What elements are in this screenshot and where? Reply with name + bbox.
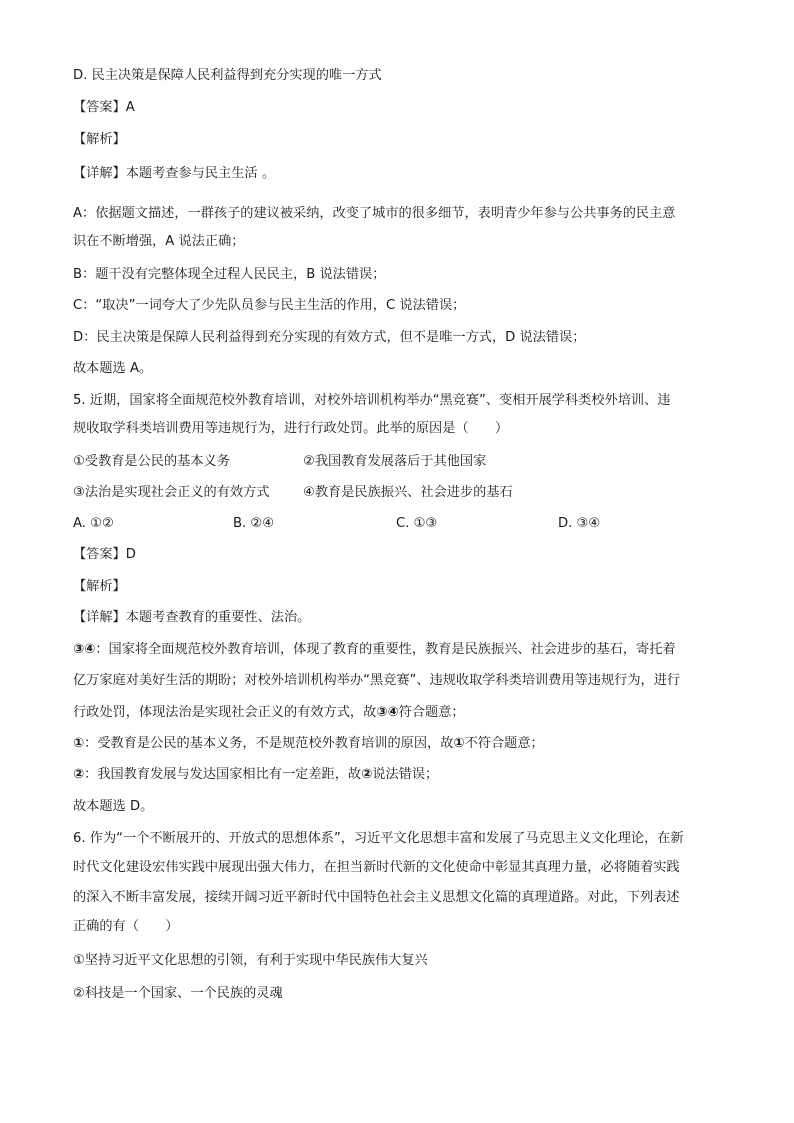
explanation-b: B：题干没有完整体现全过程人民民主，B 说法错误；	[73, 267, 386, 282]
detail-text: 【详解】本题考查参与民主生活 。	[73, 166, 276, 181]
explanation-d: D：民主决策是保障人民利益得到充分实现的有效方式，但不是唯一方式，D 说法错误；	[73, 330, 586, 345]
question5-explain-34-line1	[73, 640, 676, 660]
explain-text: 符合题意；	[398, 705, 465, 720]
explanation-c: C：“取决”一词夸大了少先队员参与民主生活的作用，C 说法错误；	[73, 298, 466, 313]
question6-statement-1: ①坚持习近平文化思想的引领，有利于实现中华民族伟大复兴	[73, 953, 428, 968]
statement-label: ③④	[73, 642, 96, 657]
explain-text: 说法错误；	[372, 767, 439, 782]
statement-label: ①	[73, 736, 85, 751]
question5-explain-2	[73, 765, 438, 785]
statement-label: ③④	[376, 705, 399, 720]
question5-stem-line2: 规收取学科类培训费用等违规行为，进行行政处罚。此举的原因是（ ）	[73, 421, 509, 436]
question5-statement-3: ③法治是实现社会正义的有效方式	[73, 485, 270, 500]
question5-detail: 【详解】本题考查教育的重要性、法治。	[73, 610, 311, 625]
question5-option-a: A. ①②	[73, 516, 114, 531]
statement-label: ②	[361, 767, 373, 782]
statement-label: ①	[453, 736, 465, 751]
question5-option-d: D. ③④	[558, 516, 601, 531]
question5-analysis: 【解析】	[73, 579, 126, 594]
explain-text: ：国家将全面规范校外教育培训，体现了教育的重要性，教育是民族振兴、社会进步的基石，寄托着	[95, 642, 676, 657]
question5-statement-1: ①受教育是公民的基本义务	[73, 454, 230, 469]
question6-statement-2: ②科技是一个国家、一个民族的灵魂	[73, 986, 283, 1001]
question6-stem-line4: 正确的有（ ）	[73, 919, 179, 934]
explanation-a-line1: A：依据题文描述，一群孩子的建议被采纳，改变了城市的很多细节，表明青少年参与公共事务的民主意	[73, 206, 676, 221]
analysis-label: 【解析】	[73, 132, 126, 147]
question6-stem-line1: 6. 作为“一个不断展开的、开放式的思想体系”，习近平文化思想丰富和发展了马克思主义文化理论，在新	[73, 831, 684, 846]
option-d-text: D. 民主决策是保障人民利益得到充分实现的唯一方式	[73, 68, 382, 83]
explain-text: ：受教育是公民的基本义务，不是规范校外教育培训的原因，故	[84, 736, 454, 751]
explanation-a-line2: 识在不断增强，A 说法正确；	[73, 234, 245, 249]
explain-text: ：我国教育发展与发达国家相比有一定差距，故	[84, 767, 362, 782]
question5-statement-2: ②我国教育发展落后于其他国家	[303, 454, 487, 469]
question5-explain-1	[73, 734, 544, 754]
question5-conclusion: 故本题选 D。	[73, 799, 154, 814]
question5-answer: 【答案】D	[73, 547, 136, 562]
explain-text: 不符合题意；	[464, 736, 544, 751]
question5-statement-4: ④教育是民族振兴、社会进步的基石	[303, 485, 513, 500]
question5-stem-line1: 5. 近期，国家将全面规范校外教育培训，对校外培训机构举办“黑竞赛”、变相开展学科类校外培训、违	[73, 393, 671, 408]
question5-explain-34-line2: 亿万家庭对美好生活的期盼；对校外培训机构举办“黑竞赛”、违规收取学科类培训费用等违规行为，进行	[73, 673, 681, 688]
question6-stem-line2: 时代文化建设宏伟实践中展现出强大伟力，在担当新时代新的文化使命中彰显其真理力量，必将随着实践	[73, 860, 680, 875]
question5-option-c: C. ①③	[396, 516, 438, 531]
explain-text: 行政处罚，体现法治是实现社会正义的有效方式，故	[73, 705, 377, 720]
question5-explain-34-line3	[73, 703, 465, 723]
statement-label: ②	[73, 767, 85, 782]
answer-label: 【答案】A	[73, 100, 135, 115]
conclusion-text: 故本题选 A。	[73, 361, 153, 376]
question6-stem-line3: 的深入不断丰富发展，接续开阔习近平新时代中国特色社会主义思想文化篇的真理道路。对此，下列表述	[73, 890, 680, 905]
question5-option-b: B. ②④	[233, 516, 275, 531]
